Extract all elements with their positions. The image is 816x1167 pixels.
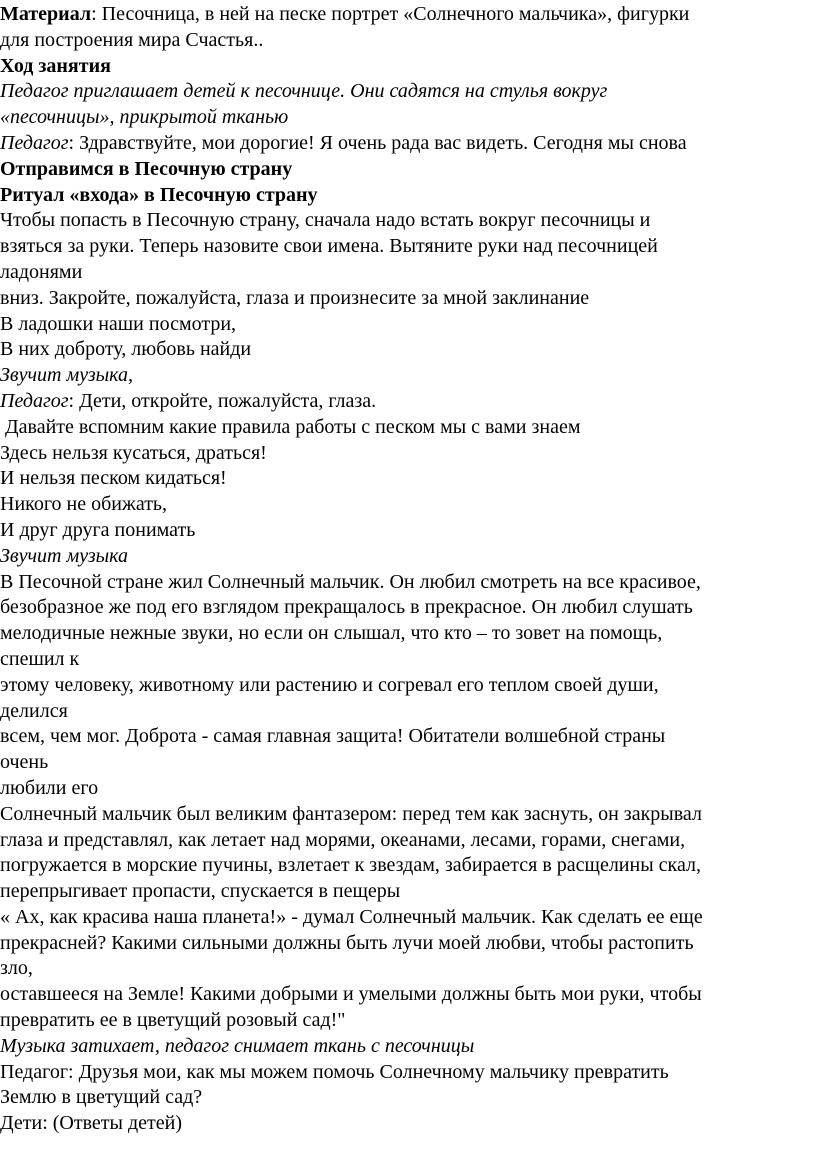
quote-line-4: оставшееся на Земле! Какими добрыми и умелыми должны быть мои руки, чтобы [0, 983, 702, 1006]
rule-line-1: Здесь нельзя кусаться, драться! [0, 441, 267, 464]
story-line-5: этому человеку, животному или растению и согревал его теплом своей души, [0, 673, 659, 696]
material-text: : Песочница, в ней на песке портрет «Солнечного мальчика», фигурки [91, 3, 690, 25]
quote-line-1: « Ах, как красива наша планета!» - думал Солнечный мальчик. Как сделать ее еще [0, 905, 703, 928]
teacher-label-2: Педагог [0, 389, 69, 412]
question-line-2: Землю в цветущий сад? [0, 1086, 203, 1109]
material-line-2: для построения мира Счастья.. [0, 28, 264, 51]
story-line-1: В Песочной стране жил Солнечный мальчик. Он любил смотреть на все красивое, [0, 570, 701, 593]
dream-line-1: Солнечный мальчик был великим фантазером: перед тем как заснуть, он закрывал [0, 802, 702, 825]
stage-direction-1b: «песочницы», прикрытой тканью [0, 106, 289, 129]
heading-ritual: Ритуал «входа» в Песочную страну [0, 183, 318, 206]
greeting-line [0, 131, 816, 157]
ritual-line-4: вниз. Закройте, пожалуйста, глаза и произнесите за мной заклинание [0, 286, 590, 309]
spell-line-2: В них доброту, любовь найди [0, 338, 252, 361]
heading-travel: Отправимся в Песочную страну [0, 157, 293, 180]
open-eyes-line [0, 389, 816, 415]
material-line [0, 2, 816, 28]
story-line-4: спешил к [0, 647, 80, 670]
children-answer: Дети: (Ответы детей) [0, 1112, 183, 1135]
music-direction-2: Звучит музыка [0, 544, 129, 567]
dream-line-3: погружается в морские пучины, взлетает к звездам, забирается в расщелины скал, [0, 854, 701, 877]
story-line-7: всем, чем мог. Доброта - самая главная защита! Обитатели волшебной страны [0, 725, 666, 748]
spell-line-1: В ладошки наши посмотри, [0, 312, 237, 335]
dream-line-2: глаза и представлял, как летает над морями, океанами, лесами, горами, снегами, [0, 828, 686, 851]
rules-intro: Давайте вспомним какие правила работы с песком мы с вами знаем [0, 415, 581, 438]
material-label: Материал [0, 3, 92, 25]
heading-course: Ход занятия [0, 54, 111, 77]
story-line-9: любили его [0, 776, 99, 799]
ritual-line-1: Чтобы попасть в Песочную страну, сначала надо встать вокруг песочницы и [0, 209, 651, 232]
quote-line-3: зло, [0, 957, 33, 980]
rule-line-4: И друг друга понимать [0, 518, 196, 541]
stage-direction-1a: Педагог приглашает детей к песочнице. Они садятся на стулья вокруг [0, 80, 608, 103]
story-line-3: мелодичные нежные звуки, но если он слышал, что кто – то зовет на помощь, [0, 622, 663, 645]
ritual-line-3: ладонями [0, 260, 83, 283]
story-line-6: делился [0, 699, 68, 722]
question-line-1: Педагог: Друзья мои, как мы можем помочь Солнечному мальчику превратить [0, 1060, 669, 1083]
rule-line-3: Никого не обижать, [0, 493, 168, 516]
greeting-text: : Здравствуйте, мои дорогие! Я очень рада вас видеть. Сегодня мы снова [68, 131, 687, 154]
story-line-2: безобразное же под его взглядом прекращалось в прекрасное. Он любил слушать [0, 596, 693, 619]
ritual-line-2: взяться за руки. Теперь назовите свои имена. Вытяните руки над песочницей [0, 235, 658, 258]
dream-line-4: перепрыгивает пропасти, спускается в пещеры [0, 880, 401, 903]
quote-line-2: прекрасней? Какими сильными должны быть лучи моей любви, чтобы растопить [0, 931, 694, 954]
music-direction-1: Звучит музыка, [0, 364, 134, 387]
music-direction-3: Музыка затихает, педагог снимает ткань с песочницы [0, 1034, 475, 1057]
story-line-8: очень [0, 751, 49, 774]
teacher-label: Педагог [0, 131, 69, 154]
quote-line-5: превратить ее в цветущий розовый сад!" [0, 1009, 346, 1032]
rule-line-2: И нельзя песком кидаться! [0, 467, 227, 490]
open-eyes-text: : Дети, откройте, пожалуйста, глаза. [68, 389, 377, 412]
